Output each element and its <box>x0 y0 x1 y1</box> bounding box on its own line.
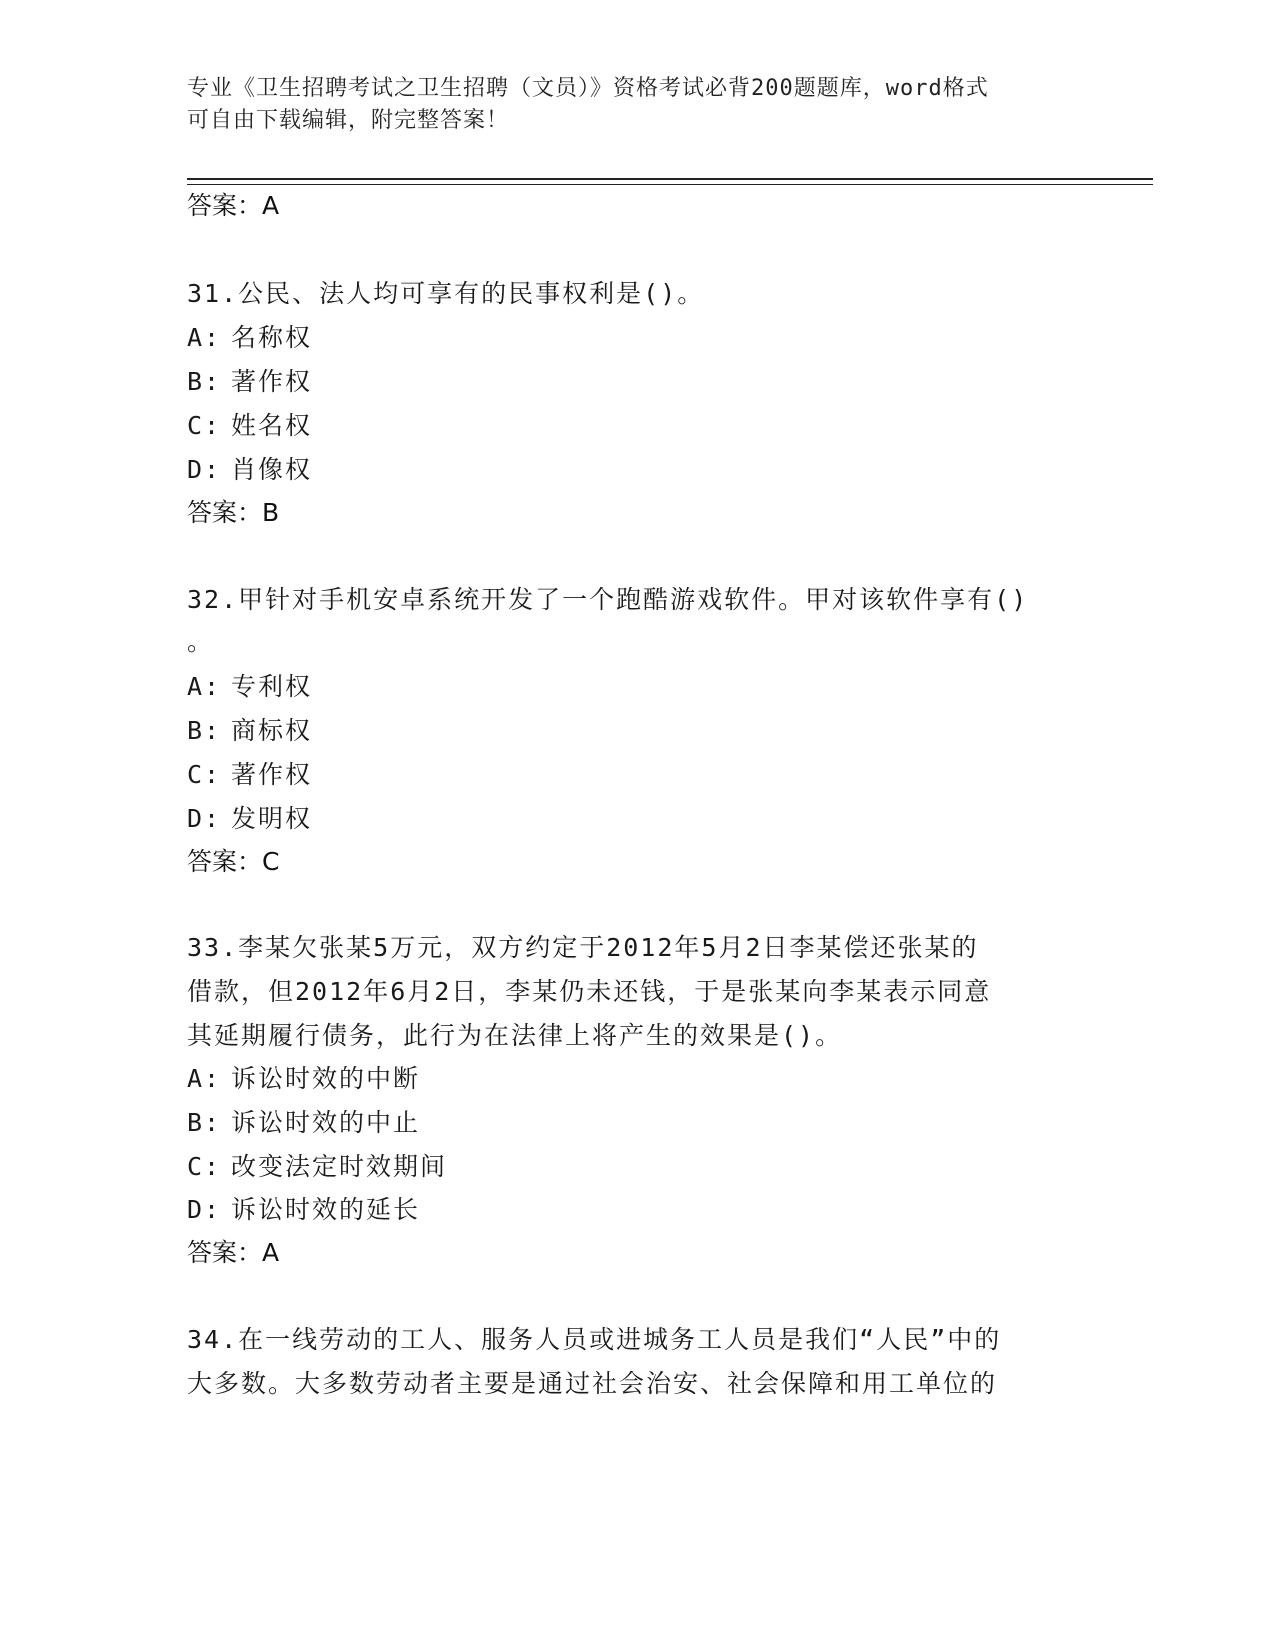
option-label: B: <box>187 367 222 396</box>
question-33-option-b <box>187 1103 420 1139</box>
question-34-stem-line-2: 大多数。大多数劳动者主要是通过社会治安、社会保障和用工单位的 <box>187 1369 998 1398</box>
question-34-stem-line-1: 34.在一线劳动的工人、服务人员或进城务工人员是我们“人民”中的 <box>187 1325 1002 1354</box>
option-text: 改变法定时效期间 <box>231 1152 448 1181</box>
answer-32: 答案：C <box>187 847 280 876</box>
question-33-option-c <box>187 1147 447 1183</box>
question-33-option-a <box>187 1059 420 1095</box>
question-31-option-b <box>187 362 312 398</box>
header-divider <box>187 178 1153 180</box>
option-text: 肖像权 <box>231 455 313 484</box>
option-text: 专利权 <box>231 672 313 701</box>
option-text: 诉讼时效的延长 <box>231 1195 421 1224</box>
option-label: A: <box>187 1064 222 1093</box>
option-text: 诉讼时效的中止 <box>231 1108 421 1137</box>
question-31-stem: 31.公民、法人均可享有的民事权利是()。 <box>187 279 705 308</box>
option-text: 姓名权 <box>231 411 313 440</box>
question-32-option-d <box>187 799 312 835</box>
option-text: 发明权 <box>231 804 313 833</box>
question-33-stem-line-3: 其延期履行债务，此行为在法律上将产生的效果是()。 <box>187 1021 843 1050</box>
question-33-stem-line-1: 33.李某欠张某5万元，双方约定于2012年5月2日李某偿还张某的 <box>187 933 979 962</box>
question-33-option-d <box>187 1190 420 1226</box>
header-line-1: 专业《卫生招聘考试之卫生招聘（文员）》资格考试必背200题题库，word格式 <box>187 76 989 101</box>
question-32-stem-line-1: 32.甲针对手机安卓系统开发了一个跑酷游戏软件。甲对该软件享有() <box>187 585 1029 614</box>
question-32-option-c <box>187 755 312 791</box>
option-text: 名称权 <box>231 323 313 352</box>
question-33-stem-line-2: 借款，但2012年6月2日，李某仍未还钱，于是张某向李某表示同意 <box>187 977 992 1006</box>
document-header <box>187 73 1067 137</box>
option-label: D: <box>187 455 222 484</box>
answer-33: 答案：A <box>187 1238 280 1267</box>
answer-30: 答案：A <box>187 191 280 220</box>
option-text: 著作权 <box>231 367 313 396</box>
option-text: 诉讼时效的中断 <box>231 1064 421 1093</box>
option-label: D: <box>187 1195 222 1224</box>
header-divider-thin <box>187 184 1153 185</box>
option-label: B: <box>187 716 222 745</box>
option-label: A: <box>187 672 222 701</box>
question-32-option-a <box>187 667 312 703</box>
answer-31: 答案：B <box>187 498 280 527</box>
option-label: D: <box>187 804 222 833</box>
option-label: C: <box>187 411 222 440</box>
header-line-2: 可自由下载编辑，附完整答案！ <box>187 108 510 133</box>
option-text: 著作权 <box>231 760 313 789</box>
question-31-option-d <box>187 450 312 486</box>
question-32-stem-line-2: 。 <box>187 627 215 656</box>
question-32-option-b <box>187 711 312 747</box>
option-label: C: <box>187 1152 222 1181</box>
option-label: A: <box>187 323 222 352</box>
option-label: B: <box>187 1108 222 1137</box>
question-31-option-c <box>187 406 312 442</box>
option-label: C: <box>187 760 222 789</box>
option-text: 商标权 <box>231 716 313 745</box>
question-31-option-a <box>187 318 312 354</box>
